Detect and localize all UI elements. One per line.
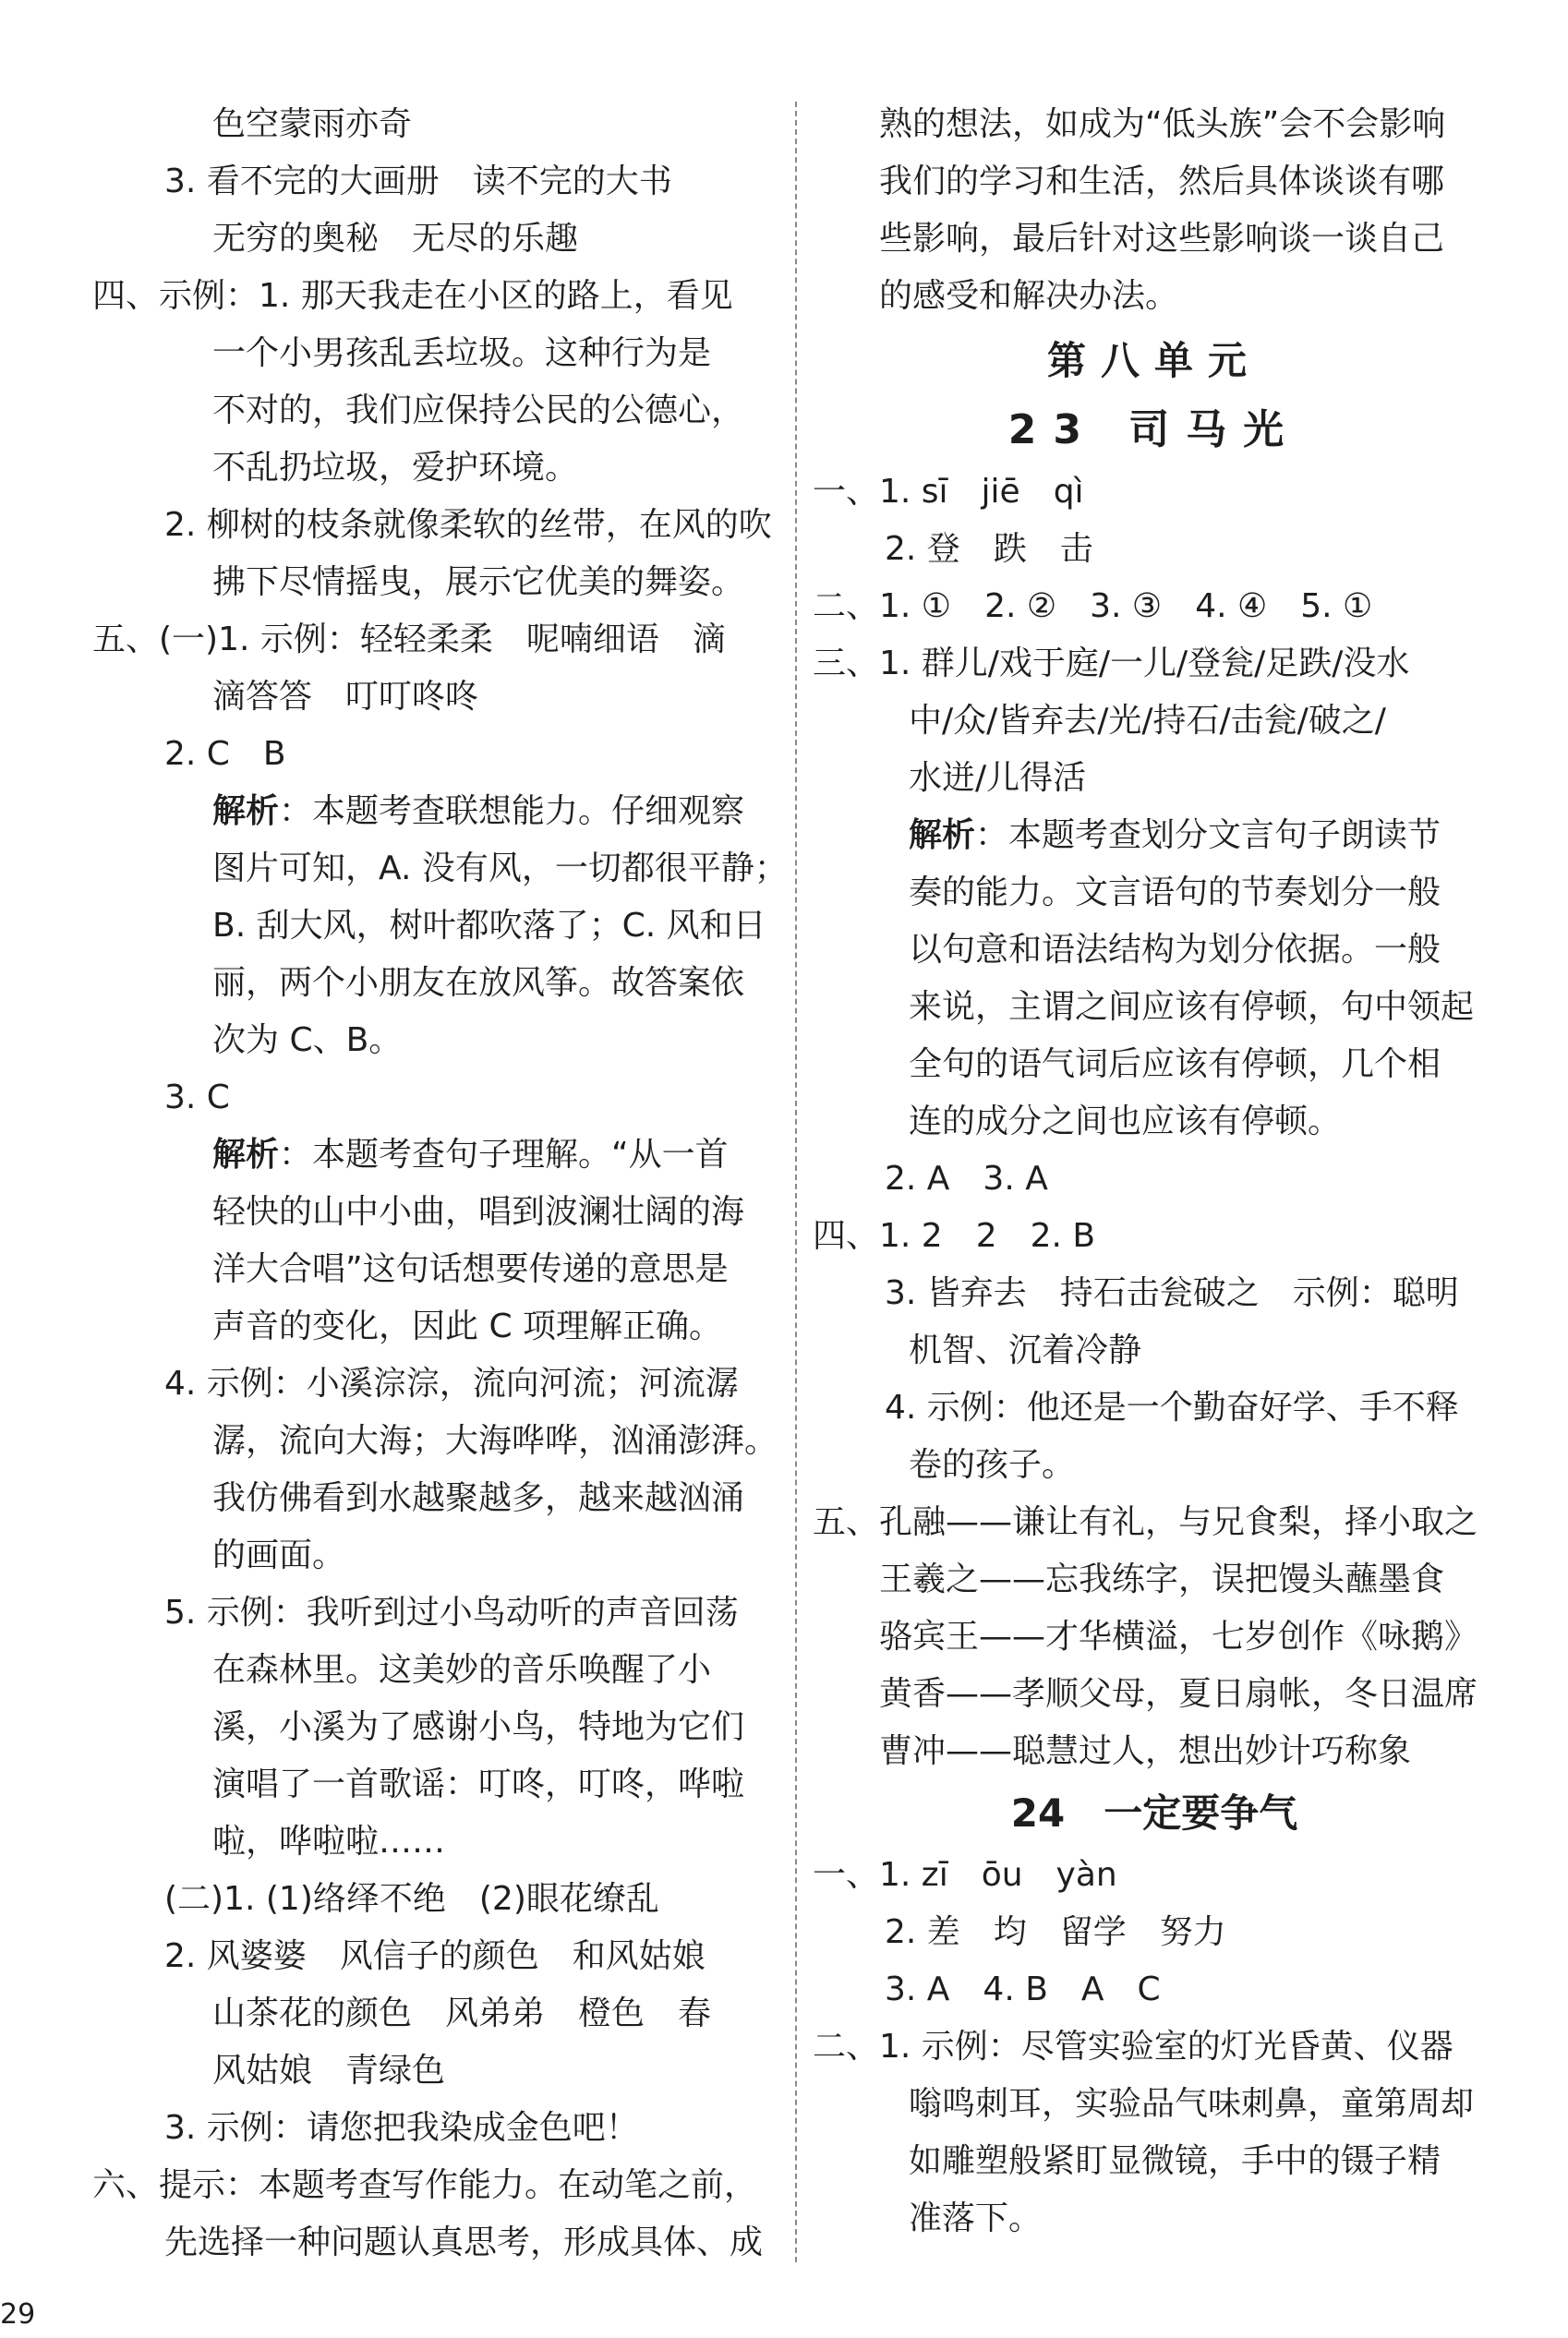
answer-line: 在森林里。这美妙的音乐唤醒了小: [212, 1651, 712, 1689]
answer-line: 2. 登 跌 击: [885, 530, 1093, 568]
analysis-text: ：本题考查划分文言句子朗读节: [975, 816, 1441, 854]
answer-line: 如雕塑般紧盯显微镜，手中的镊子精: [909, 2142, 1441, 2180]
answer-line: 奏的能力。文言语句的节奏划分一般: [909, 874, 1441, 911]
answer-line: 准落下。: [909, 2199, 1043, 2237]
answer-line: 些影响，最后针对这些影响谈一谈自己: [879, 220, 1445, 258]
answer-line: (二)1. (1)络绎不绝 (2)眼花缭乱: [164, 1880, 659, 1918]
answer-line: 2. 风婆婆 风信子的颜色 和风姑娘: [164, 1937, 706, 1975]
analysis-label: 解析: [212, 792, 280, 830]
answer-line: 二、1. ① 2. ② 3. ③ 4. ④ 5. ①: [813, 587, 1373, 625]
answer-line: 洋大合唱”这句话想要传递的意思是: [212, 1250, 729, 1288]
section-heading: 23 司马光: [1007, 406, 1301, 453]
answer-line: 溪，小溪为了感谢小鸟，特地为它们: [212, 1708, 745, 1746]
answer-line: 五、孔融——谦让有礼，与兄食梨，择小取之: [813, 1503, 1478, 1541]
answer-line: 2. C B: [164, 735, 286, 773]
answer-line: 水迸/儿得活: [909, 759, 1087, 797]
answer-line: 五、(一)1. 示例：轻轻柔柔 呢喃细语 滴: [92, 621, 726, 658]
answer-line: 不乱扔垃圾，爱护环境。: [212, 449, 579, 487]
answer-line: 卷的孩子。: [909, 1446, 1076, 1484]
answer-line: 一、1. sī jiē qì: [813, 473, 1084, 511]
answer-line: B. 刮大风，树叶都吹落了；C. 风和日: [212, 907, 766, 945]
answer-line: [92, 783, 794, 840]
answer-line: 的画面。: [212, 1537, 346, 1574]
answer-line: [92, 1127, 794, 1184]
answer-line: 3. 示例：请您把我染成金色吧！: [164, 2109, 639, 2147]
answer-line: 5. 示例：我听到过小鸟动听的声音回荡: [164, 1594, 739, 1632]
answer-line: 演唱了一首歌谣：叮咚，叮咚，哗啦: [212, 1766, 745, 1803]
answer-line: 连的成分之间也应该有停顿。: [909, 1103, 1342, 1140]
answer-line: 无穷的奥秘 无尽的乐趣: [212, 220, 579, 258]
left-column: [92, 96, 794, 2272]
answer-line: 2. A 3. A: [885, 1160, 1048, 1198]
answer-line: 2. 柳树的枝条就像柔软的丝带，在风的吹: [164, 506, 772, 544]
answer-line: 以句意和语法结构为划分依据。一般: [909, 931, 1441, 969]
answer-line: 全句的语气词后应该有停顿，几个相: [909, 1045, 1441, 1083]
answer-line: 风姑娘 青绿色: [212, 2052, 446, 2090]
answer-line: 我仿佛看到水越聚越多，越来越汹涌: [212, 1479, 745, 1517]
answer-line: 六、提示：本题考查写作能力。在动笔之前，: [92, 2166, 758, 2204]
answer-line: 拂下尽情摇曳，展示它优美的舞姿。: [212, 563, 745, 601]
answer-line: 3. A 4. B A C: [885, 1970, 1161, 2008]
answer-line: 色空蒙雨亦奇: [212, 105, 413, 143]
answer-line: 曹冲——聪慧过人，想出妙计巧称象: [879, 1732, 1412, 1770]
analysis-text: ：本题考查句子理解。“从一首: [279, 1136, 729, 1174]
answer-line: 四、1. 2 2 2. B: [813, 1217, 1096, 1255]
analysis-label: 解析: [909, 816, 976, 854]
answer-line: 来说，主谓之间应该有停顿，句中领起: [909, 988, 1475, 1026]
answer-line: 黄香——孝顺父母，夏日扇帐，冬日温席: [879, 1675, 1478, 1713]
section-heading: 24 一定要争气: [1010, 1790, 1298, 1836]
answer-line: 潺，流向大海；大海哗哗，汹涌澎湃。: [212, 1422, 778, 1460]
answer-line: 四、示例：1. 那天我走在小区的路上，看见: [92, 277, 733, 315]
answer-line: 2. 差 均 留学 努力: [885, 1913, 1226, 1951]
answer-line: 三、1. 群儿/戏于庭/一儿/登瓮/足跌/没水: [813, 645, 1410, 682]
answer-line: 次为 C、B。: [212, 1021, 403, 1059]
column-divider: [795, 102, 797, 2262]
answer-line: 滴答答 叮叮咚咚: [212, 678, 479, 716]
answer-line: 熟的想法，如成为“低头族”会不会影响: [879, 105, 1446, 143]
answer-line: 一个小男孩乱丢垃圾。这种行为是: [212, 334, 712, 372]
answer-line: 啦，哗啦啦……: [212, 1823, 446, 1861]
answer-line: 3. 看不完的大画册 读不完的大书: [164, 163, 672, 200]
page-number: 29: [0, 2298, 36, 2331]
answer-line: 4. 示例：小溪淙淙，流向河流；河流潺: [164, 1365, 739, 1403]
answer-line: [813, 807, 1496, 864]
answer-line: 声音的变化，因此 C 项理解正确。: [212, 1308, 723, 1345]
answer-line: 3. 皆弃去 持石击瓮破之 示例：聪明: [885, 1274, 1459, 1312]
answer-line: 王羲之——忘我练字，误把馒头蘸墨食: [879, 1561, 1445, 1598]
answer-line: 图片可知，A. 没有风，一切都很平静；: [212, 850, 788, 887]
answer-line: 山茶花的颜色 风弟弟 橙色 春: [212, 1995, 712, 2032]
analysis-text: ：本题考查联想能力。仔细观察: [279, 792, 745, 830]
answer-line: 嗡鸣刺耳，实验品气味刺鼻，童第周却: [909, 2085, 1475, 2123]
answer-line: 3. C: [164, 1079, 230, 1116]
answer-line: 4. 示例：他还是一个勤奋好学、手不释: [885, 1389, 1459, 1427]
answer-line: 骆宾王——才华横溢，七岁创作《咏鹅》: [879, 1618, 1478, 1656]
answer-line: 机智、沉着冷静: [909, 1332, 1142, 1369]
right-column: [813, 96, 1496, 2248]
analysis-label: 解析: [212, 1136, 280, 1174]
answer-line: 的感受和解决办法。: [879, 277, 1179, 315]
answer-line: 一、1. zī ōu yàn: [813, 1856, 1117, 1894]
answer-line: 先选择一种问题认真思考，形成具体、成: [164, 2224, 764, 2261]
answer-line: 轻快的山中小曲，唱到波澜壮阔的海: [212, 1193, 745, 1231]
answer-line: 不对的，我们应保持公民的公德心，: [212, 392, 745, 429]
answer-line: 我们的学习和生活，然后具体谈谈有哪: [879, 163, 1445, 200]
section-heading: 第八单元: [1046, 338, 1261, 383]
answer-line: 二、1. 示例：尽管实验室的灯光昏黄、仪器: [813, 2028, 1453, 2066]
answer-line: 中/众/皆弃去/光/持石/击瓮/破之/: [909, 702, 1386, 740]
answer-line: 丽，两个小朋友在放风筝。故答案依: [212, 964, 745, 1002]
